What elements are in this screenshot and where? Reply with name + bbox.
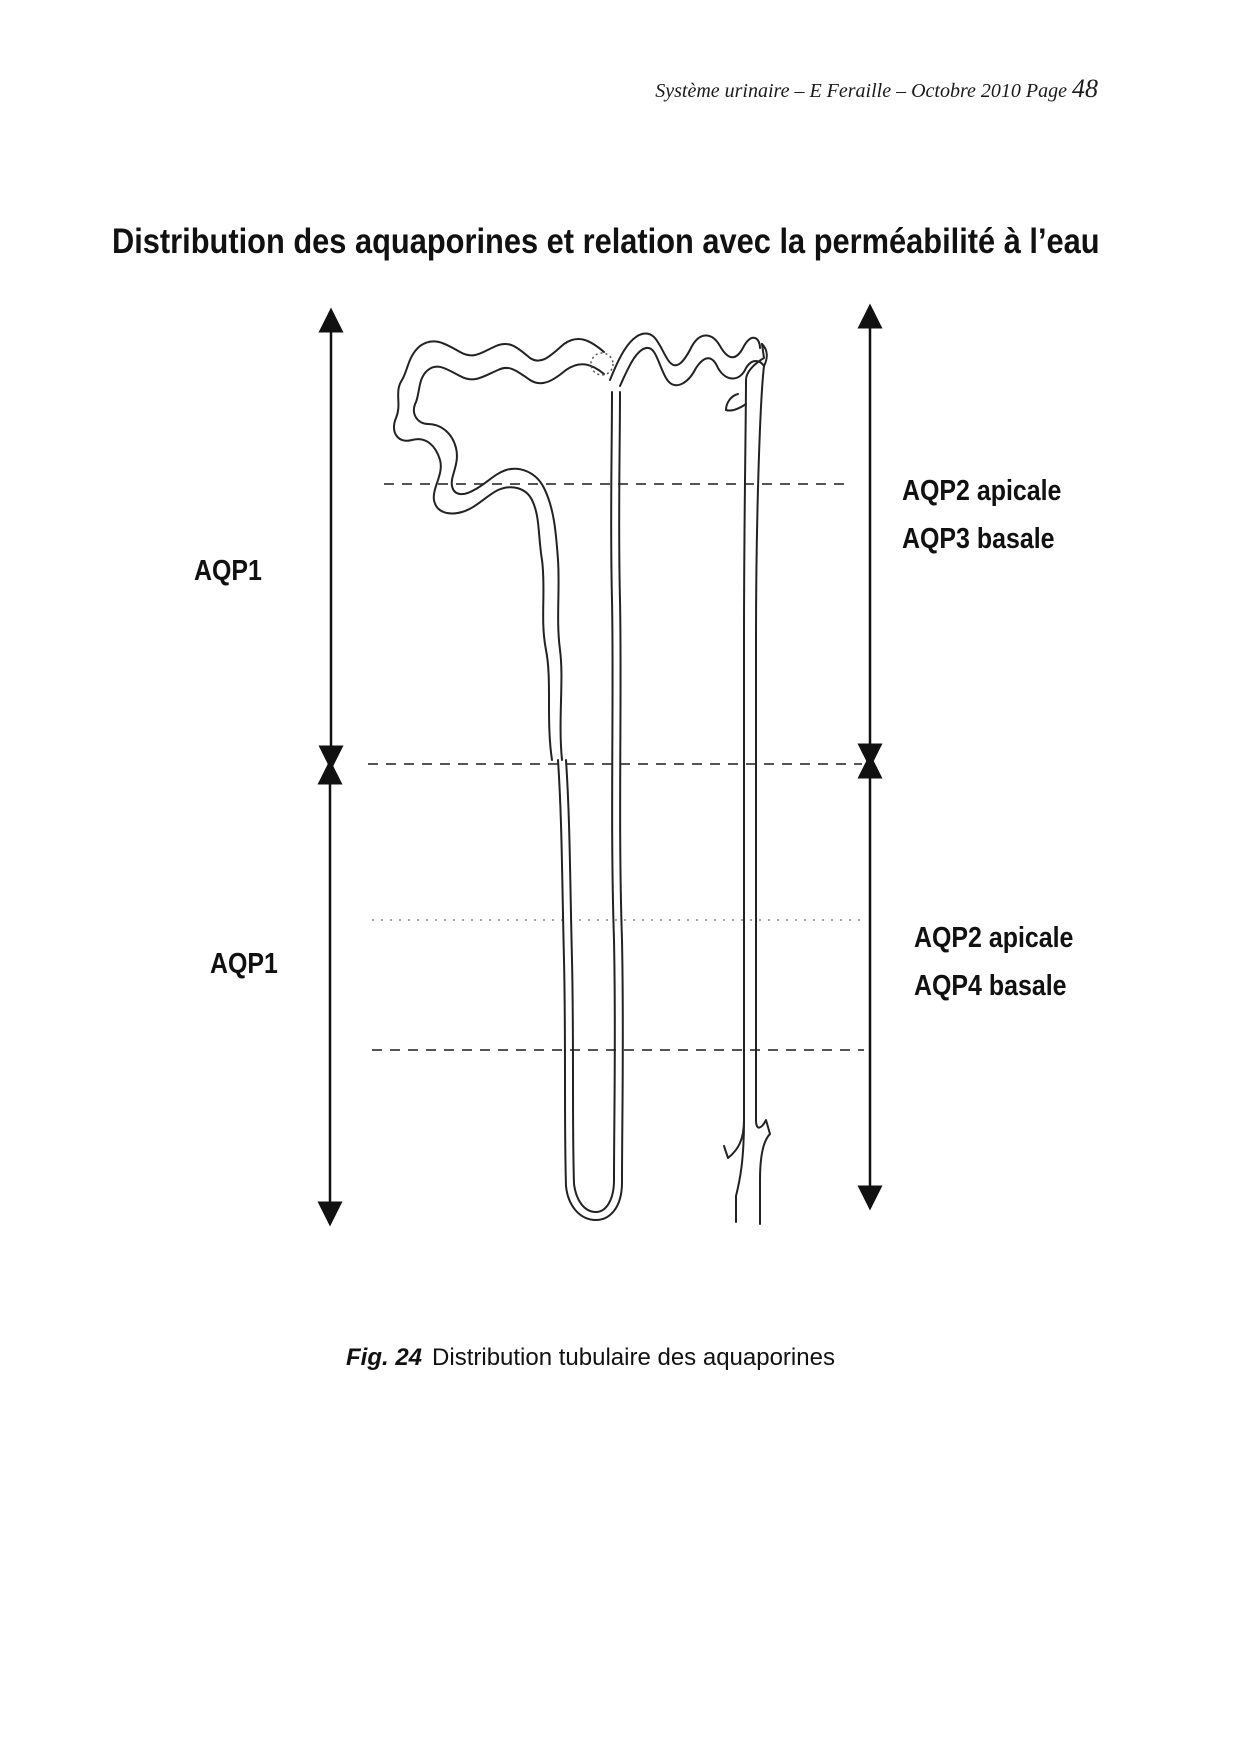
figure-caption [346, 1344, 835, 1372]
right-upper-label-line2: AQP3 basale [902, 523, 1055, 555]
loop-of-henle [558, 392, 623, 1220]
distal-tubule [610, 333, 764, 386]
proximal-tubule [394, 339, 604, 760]
collecting-duct [724, 344, 770, 1224]
left-lower-label: AQP1 [210, 948, 278, 980]
right-lower-label-line1: AQP2 apicale [914, 922, 1074, 954]
figure-title: Distribution des aquaporines et relation avec la perméabilité à l’eau [112, 222, 1100, 261]
right-upper-label-line1: AQP2 apicale [902, 475, 1062, 507]
figure-caption-text: Distribution tubulaire des aquaporines [432, 1344, 835, 1371]
running-header-text: Système urinaire – E Feraille – Octobre 2010 Page [655, 80, 1067, 102]
figure-number: Fig. 24 [346, 1344, 423, 1371]
page-number: 48 [1072, 74, 1098, 103]
right-lower-label-line2: AQP4 basale [914, 970, 1067, 1002]
left-upper-label: AQP1 [194, 555, 262, 587]
